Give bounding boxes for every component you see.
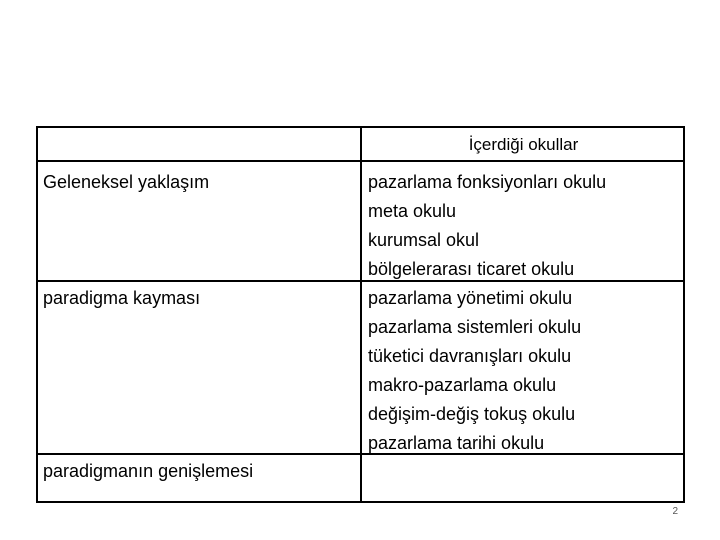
header-schools: İçerdiği okullar bbox=[468, 135, 579, 154]
list-item: bölgelerarası ticaret okulu bbox=[368, 259, 575, 279]
row-label-traditional: Geleneksel yaklaşım bbox=[43, 172, 210, 192]
list-item: değişim-değiş tokuş okulu bbox=[368, 404, 576, 424]
list-item: pazarlama yönetimi okulu bbox=[368, 288, 573, 308]
header-divider bbox=[38, 160, 683, 162]
page-number: 2 bbox=[672, 506, 678, 517]
list-item: tüketici davranışları okulu bbox=[368, 346, 572, 366]
list-item: pazarlama tarihi okulu bbox=[368, 433, 545, 453]
row-schools-paradigm-shift bbox=[368, 284, 581, 458]
column-divider bbox=[360, 128, 362, 501]
row-label-paradigm-expansion: paradigmanın genişlemesi bbox=[43, 461, 254, 481]
list-item: kurumsal okul bbox=[368, 230, 480, 250]
list-item: makro-pazarlama okulu bbox=[368, 375, 557, 395]
list-item: pazarlama sistemleri okulu bbox=[368, 317, 582, 337]
row-schools-traditional bbox=[368, 168, 606, 284]
list-item: pazarlama fonksiyonları okulu bbox=[368, 172, 607, 192]
schools-table bbox=[36, 126, 685, 503]
list-item: meta okulu bbox=[368, 201, 457, 221]
row-label-paradigm-shift: paradigma kayması bbox=[43, 288, 201, 308]
row-divider-2 bbox=[38, 453, 683, 455]
